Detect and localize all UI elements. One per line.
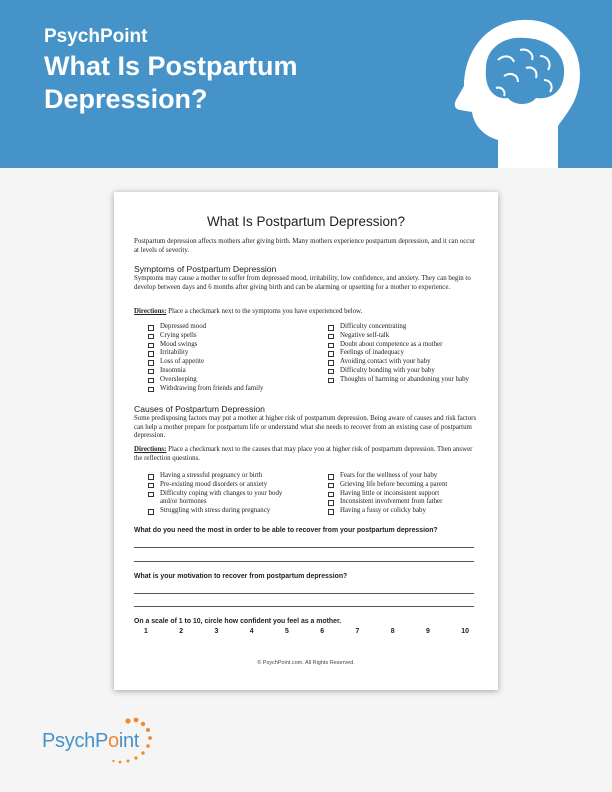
scale-option[interactable]: 7 xyxy=(355,628,360,635)
checkbox-label: Crying spells xyxy=(160,331,197,339)
checkbox-label: Feelings of inadequacy xyxy=(340,349,404,357)
symptom-checkbox[interactable] xyxy=(328,358,496,367)
checkbox-icon[interactable] xyxy=(148,360,154,366)
checkbox-label: Negative self-talk xyxy=(340,331,390,339)
checkbox-icon[interactable] xyxy=(328,500,334,506)
checkbox-label: Pre-existing mood disorders or anxiety xyxy=(160,480,268,488)
worksheet-page xyxy=(114,192,498,690)
checkbox-icon[interactable] xyxy=(328,369,334,375)
footer-logo xyxy=(42,716,162,766)
checkbox-label: Difficulty concentrating xyxy=(340,323,407,330)
copyright-notice: © PsychPoint.com. All Rights Reserved. xyxy=(257,660,355,666)
head-brain-icon xyxy=(434,8,584,168)
cause-checkbox[interactable] xyxy=(148,472,316,481)
symptom-checkbox[interactable] xyxy=(148,332,316,341)
checkbox-label: Having a fussy or colicky baby xyxy=(340,507,426,515)
checkbox-label: Doubt about competence as a mother xyxy=(340,340,443,348)
symptom-checkbox[interactable] xyxy=(148,385,316,394)
checkbox-label: Withdrawing from friends and family xyxy=(160,384,264,392)
logo-text-psych: Psych xyxy=(42,730,95,752)
checkbox-icon[interactable] xyxy=(148,378,154,384)
symptom-checkbox[interactable] xyxy=(148,376,316,385)
confidence-scale xyxy=(144,628,469,635)
checkbox-icon[interactable] xyxy=(148,509,154,515)
symptoms-directions xyxy=(134,308,479,317)
scale-option[interactable]: 4 xyxy=(249,628,254,635)
symptom-checkbox[interactable] xyxy=(328,349,496,358)
checkbox-icon[interactable] xyxy=(328,483,334,489)
scale-option[interactable]: 8 xyxy=(390,628,395,635)
cause-checkbox[interactable] xyxy=(148,507,316,516)
symptoms-heading: Symptoms of Postpartum Depression xyxy=(134,264,277,274)
checkbox-label: Depressed mood xyxy=(160,323,207,330)
directions-label: Directions: xyxy=(134,308,167,315)
symptom-checkbox[interactable] xyxy=(328,341,496,350)
directions-text: Place a checkmark next to the causes that may place you at higher risk of postpartum depression. Then answer the reflection questions. xyxy=(134,446,473,462)
cause-checkbox[interactable] xyxy=(328,490,496,499)
checkbox-label: Having little or inconsistent support xyxy=(340,489,440,497)
causes-right-list xyxy=(328,472,496,516)
symptoms-right-list xyxy=(328,323,496,385)
checkbox-icon[interactable] xyxy=(148,351,154,357)
causes-heading: Causes of Postpartum Depression xyxy=(134,404,265,414)
causes-directions xyxy=(134,446,479,463)
page-title: What Is Postpartum Depression? xyxy=(44,51,298,114)
answer-line[interactable] xyxy=(134,606,474,607)
checkbox-icon[interactable] xyxy=(328,474,334,480)
causes-paragraph: Some predisposing factors may put a mother at higher risk of postpartum depression. Being aware of causes and risk factors can help a mother prepare for postpartum life or understand what she needs to recover from an existing case of postpartum depression. xyxy=(134,415,477,440)
symptoms-left-list xyxy=(148,323,316,393)
scale-option[interactable]: 1 xyxy=(144,628,148,635)
question-recovery-needs: What do you need the most in order to be able to recover from your postpartum depression? xyxy=(134,527,438,534)
symptom-checkbox[interactable] xyxy=(148,323,316,332)
checkbox-label: Mood swings xyxy=(160,340,198,348)
checkbox-label: Inconsistent involvement from father xyxy=(340,498,443,506)
checkbox-icon[interactable] xyxy=(148,492,154,498)
symptom-checkbox[interactable] xyxy=(148,349,316,358)
checkbox-icon[interactable] xyxy=(148,474,154,480)
checkbox-label: Insomnia xyxy=(160,366,186,374)
answer-line[interactable] xyxy=(134,561,474,562)
symptom-checkbox[interactable] xyxy=(328,367,496,376)
symptom-checkbox[interactable] xyxy=(328,376,496,385)
footer-logo-text xyxy=(42,730,139,753)
logo-text-int: int xyxy=(118,730,140,752)
directions-text: Place a checkmark next to the symptoms you have experienced below. xyxy=(166,308,363,315)
cause-checkbox[interactable] xyxy=(148,481,316,490)
checkbox-icon[interactable] xyxy=(148,387,154,393)
intro-paragraph: Postpartum depression affects mothers after giving birth. Many mothers experience postpartum depression, and it can occur at levels of severity. xyxy=(134,238,476,254)
symptom-checkbox[interactable] xyxy=(148,358,316,367)
question-motivation: What is your motivation to recover from postpartum depression? xyxy=(134,573,348,580)
logo-text-p: P xyxy=(94,730,109,752)
checkbox-label: Having a stressful pregnancy or birth xyxy=(160,472,263,479)
checkbox-icon[interactable] xyxy=(148,334,154,340)
checkbox-label: Irritability xyxy=(160,349,189,357)
header-banner xyxy=(0,0,612,168)
checkbox-label: Fears for the wellness of your baby xyxy=(340,472,438,479)
cause-checkbox[interactable] xyxy=(328,498,496,507)
checkbox-icon[interactable] xyxy=(328,351,334,357)
checkbox-icon[interactable] xyxy=(328,492,334,498)
answer-line[interactable] xyxy=(134,547,474,548)
cause-checkbox[interactable] xyxy=(148,490,298,508)
checkbox-label: Oversleeping xyxy=(160,375,197,383)
checkbox-icon[interactable] xyxy=(148,343,154,349)
question-confidence-scale: On a scale of 1 to 10, circle how confident you feel as a mother. xyxy=(134,618,342,625)
symptom-checkbox[interactable] xyxy=(328,332,496,341)
checkbox-label: Difficulty coping with changes to your body and/or hormones xyxy=(160,489,283,506)
causes-left-list xyxy=(148,472,316,516)
checkbox-icon[interactable] xyxy=(148,483,154,489)
checkbox-label: Difficulty bonding with your baby xyxy=(340,366,435,374)
cause-checkbox[interactable] xyxy=(328,472,496,481)
brand-name: PsychPoint xyxy=(44,26,148,47)
checkbox-icon[interactable] xyxy=(328,378,334,384)
answer-line[interactable] xyxy=(134,593,474,594)
checkbox-icon[interactable] xyxy=(328,360,334,366)
symptom-checkbox[interactable] xyxy=(148,367,316,376)
cause-checkbox[interactable] xyxy=(328,507,496,516)
checkbox-icon[interactable] xyxy=(328,343,334,349)
symptoms-paragraph: Symptoms may cause a mother to suffer from depressed mood, irritability, low confidence, and anxiety. They can begin to develop between days and 6 months after giving birth and can be alarming or upsetting for a mother to experience. xyxy=(134,275,471,291)
checkbox-label: Avoiding contact with your baby xyxy=(340,358,431,366)
checkbox-icon[interactable] xyxy=(328,325,334,331)
checkbox-label: Thoughts of harming or abandoning your baby xyxy=(340,375,469,383)
checkbox-label: Grieving life before becoming a parent xyxy=(340,480,448,488)
checkbox-icon[interactable] xyxy=(328,334,334,340)
symptom-checkbox[interactable] xyxy=(328,323,496,332)
directions-label: Directions: xyxy=(134,446,167,453)
scale-option[interactable]: 5 xyxy=(285,628,289,635)
scale-option[interactable]: 10 xyxy=(461,628,469,635)
cause-checkbox[interactable] xyxy=(328,481,496,490)
checkbox-icon[interactable] xyxy=(148,369,154,375)
scale-option[interactable]: 9 xyxy=(426,628,430,635)
logo-text-o: o xyxy=(108,730,119,752)
scale-option[interactable]: 2 xyxy=(179,628,184,635)
scale-option[interactable]: 3 xyxy=(214,628,219,635)
checkbox-icon[interactable] xyxy=(328,509,334,515)
symptom-checkbox[interactable] xyxy=(148,341,316,350)
checkbox-label: Loss of appetite xyxy=(160,358,205,366)
worksheet-title: What Is Postpartum Depression? xyxy=(206,214,406,229)
checkbox-icon[interactable] xyxy=(148,325,154,331)
scale-option[interactable]: 6 xyxy=(320,628,325,635)
checkbox-label: Struggling with stress during pregnancy xyxy=(160,507,271,515)
